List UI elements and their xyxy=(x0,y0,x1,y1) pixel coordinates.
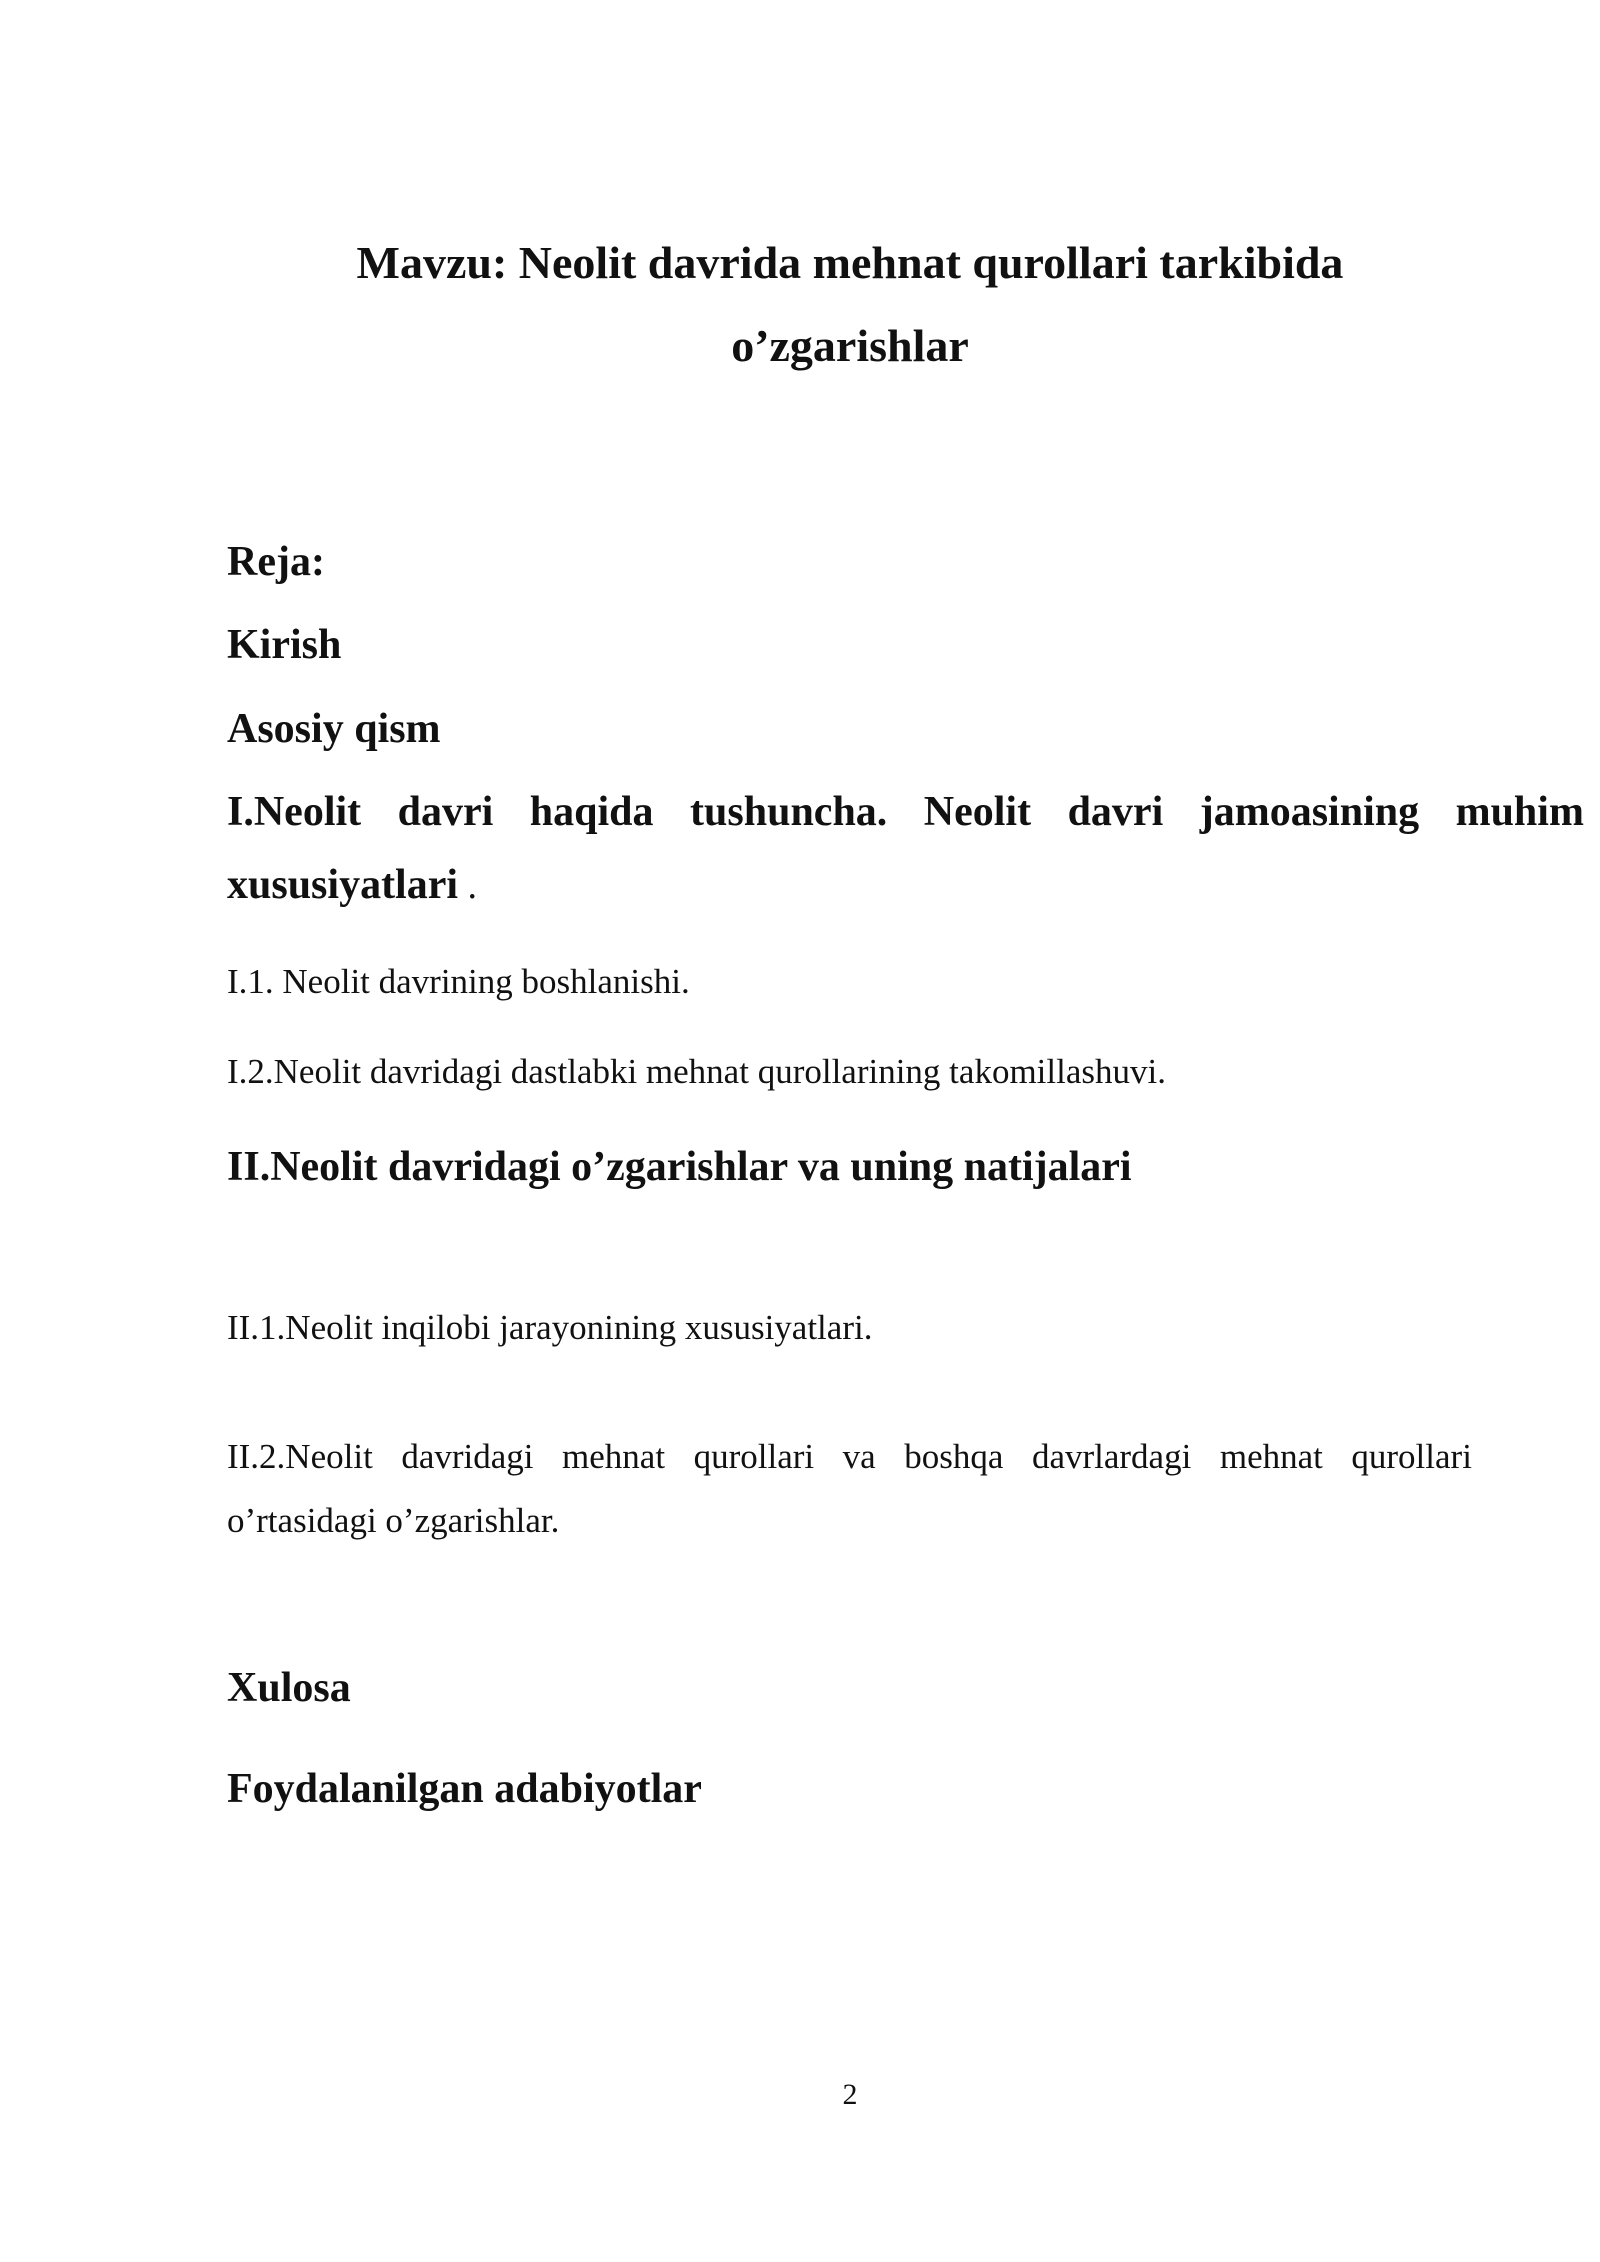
section-2-heading: II.Neolit davridagi o’zgarishlar va uning natijalari xyxy=(227,1144,1132,1190)
section-1-word: Neolit xyxy=(923,789,1032,835)
section-1-word: tushuncha. xyxy=(690,789,888,835)
references-heading: Foydalanilgan adabiyotlar xyxy=(227,1766,702,1812)
page-number: 2 xyxy=(842,2078,858,2111)
section-1-heading-tail-period: . xyxy=(458,865,478,907)
section-1-word: muhim xyxy=(1455,789,1584,835)
subsection-2-2-word: boshqa xyxy=(904,1437,1004,1476)
section-1-word: haqida xyxy=(529,789,654,835)
subsection-1-2: I.2.Neolit davridagi dastlabki mehnat qurollarining takomillashuvi. xyxy=(227,1052,1166,1091)
section-1-heading xyxy=(227,786,1584,838)
subsection-2-2-word: qurollari xyxy=(1351,1437,1472,1476)
subsection-2-2-word: mehnat xyxy=(562,1437,666,1476)
subsection-2-2-word: davrlardagi xyxy=(1031,1437,1192,1476)
section-1-word: I.Neolit xyxy=(227,789,362,835)
conclusion-heading: Xulosa xyxy=(227,1665,351,1711)
main-part-heading: Asosiy qism xyxy=(227,706,441,752)
plan-label: Reja: xyxy=(227,539,325,585)
section-1-word: davri xyxy=(397,789,494,835)
intro-heading: Kirish xyxy=(227,622,342,668)
subsection-2-2-continuation: o’rtasidagi o’zgarishlar. xyxy=(227,1501,560,1540)
document-title-line-1: Mavzu: Neolit davrida mehnat qurollari tarkibida xyxy=(356,237,1344,288)
subsection-1-1: I.1. Neolit davrining boshlanishi. xyxy=(227,962,690,1001)
subsection-2-2-word: qurollari xyxy=(693,1437,815,1476)
section-1-heading-continuation xyxy=(227,859,477,911)
section-1-heading-tail-bold: xususiyatlari xyxy=(227,862,459,908)
subsection-2-1: II.1.Neolit inqilobi jarayonining xususiyatlari. xyxy=(227,1308,873,1347)
subsection-2-2 xyxy=(227,1435,1472,1479)
section-1-word: jamoasining xyxy=(1199,789,1420,835)
subsection-2-2-word: mehnat xyxy=(1219,1437,1323,1476)
section-1-word: davri xyxy=(1067,789,1164,835)
subsection-2-2-word: va xyxy=(842,1437,876,1476)
subsection-2-2-word: davridagi xyxy=(401,1437,534,1476)
subsection-2-2-word: II.2.Neolit xyxy=(227,1437,373,1476)
document-title-line-2: o’zgarishlar xyxy=(731,320,969,371)
